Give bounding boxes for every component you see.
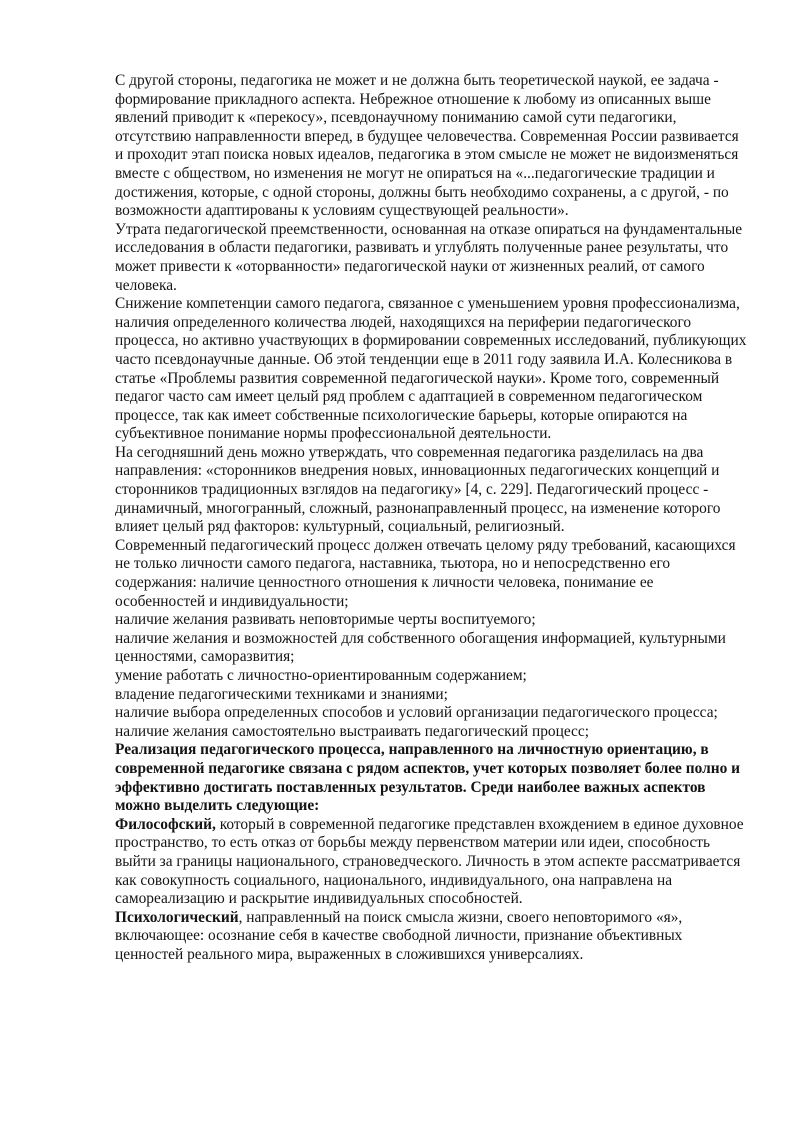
list-item: владение педагогическими техниками и знаниями; [115,685,448,703]
paragraph-requirements: Современный педагогический процесс должен отвечать целому ряду требований, касающихся не только личности самого педагога, наставника, тьютора, но и непосредственно его содержания: наличие ценностного отношения к личности человека, понимание ее особенностей и индивидуальности; [115,536,736,610]
philosophical-term: Философский, [115,815,216,833]
psychological-term: Психологический [115,908,239,926]
psychological-text: , направленный на поиск смысла жизни, своего неповторимого «я», включающее: осознание себя в качестве свободной личности, признание объективных ценностей реального мира, выраженных в сложившихся универсалиях. [115,908,683,963]
paragraph-two-directions: На сегодняшний день можно утверждать, что современная педагогика разделилась на два направления: «сторонников внедрения новых, инновационных педагогических концепций и сторонников традиционных взглядов на педагогику» [4, с. 229]. Педагогический процесс - динамичный, многогранный, сложный, разнонаправленный процесс, на изменение которого влияет целый ряд факторов: культурный, социальный, религиозный. [115,443,721,536]
paragraph-continuity-loss: Утрата педагогической преемственности, основанная на отказе опираться на фундаментальные исследования в области педагогики, развивать и углублять полученные ранее результаты, что может привести к «оторванности» педагогической науки от жизненных реалий, от самого человека. [115,220,743,294]
paragraph-philosophical [115,816,747,909]
list-item: наличие выбора определенных способов и условий организации педагогического процесса; [115,704,718,722]
list-item: наличие желания самостоятельно выстраивать педагогический процесс; [115,722,589,740]
paragraph-competence-decline: Снижение компетенции самого педагога, связанное с уменьшением уровня профессионализма, наличия определенного количества людей, находящихся на периферии педагогического процесса, но активно участвующих в формировании современных исследований, публикующих часто псевдонаучные данные. Об этой тенденции еще в 2011 году заявила И.А. Колесникова в статье «Проблемы развития современной педагогической науки». Кроме того, современный педагог часто сам имеет целый ряд проблем с адаптацией в современном педагогическом процессе, так как имеет собственные психологические барьеры, которые опираются на субъективное понимание нормы профессиональной деятельности. [115,295,747,443]
bold-paragraph-aspects [115,741,747,815]
paragraph-theory: С другой стороны, педагогика не может и не должна быть теоретической наукой, ее задача - формирование прикладного аспекта. Небрежное отношение к любому из описанных выше явлений приводит к «перекосу», псевдонаучному пониманию самой сути педагогики, отсутствию направленности вперед, в будущее человечества. Современная России развивается и проходит этап поиска новых идеалов, педагогика в этом смысле не может не видоизменяться вместе с обществом, но изменения не могут не опираться на «...педагогические традиции и достижения, которые, с одной стороны, должны быть необходимо сохранены, а с другой, - по возможности адаптированы к условиям существующей реальности». [115,72,739,220]
list-item: умение работать с личностно-ориентированным содержанием; [115,667,527,684]
list-item: наличие желания развивать неповторимые черты воспитуемого; [115,611,536,629]
document-page [115,72,747,965]
philosophical-text: который в современной педагогике представлен вхождением в единое духовное пространство, то есть отказ от борьбы между первенством материи или идеи, способность выйти за границы национального, страноведческого. Личность в этом аспекте рассматривается как совокупность социального, национального, индивидуального, она направлена на самореализацию и раскрытие индивидуальных способностей. [115,815,744,908]
paragraph-psychological [115,909,747,965]
list-item: наличие желания и возможностей для собственного обогащения информацией, культурными ценностями, саморазвития; [115,629,726,666]
aspects-heading-text: Реализация педагогического процесса, направленного на личностную ориентацию, в современной педагогике связана с рядом аспектов, учет которых позволяет более полно и эффективно достигать поставленных результатов. Среди наиболее важных аспектов можно выделить следующие: [115,741,741,815]
